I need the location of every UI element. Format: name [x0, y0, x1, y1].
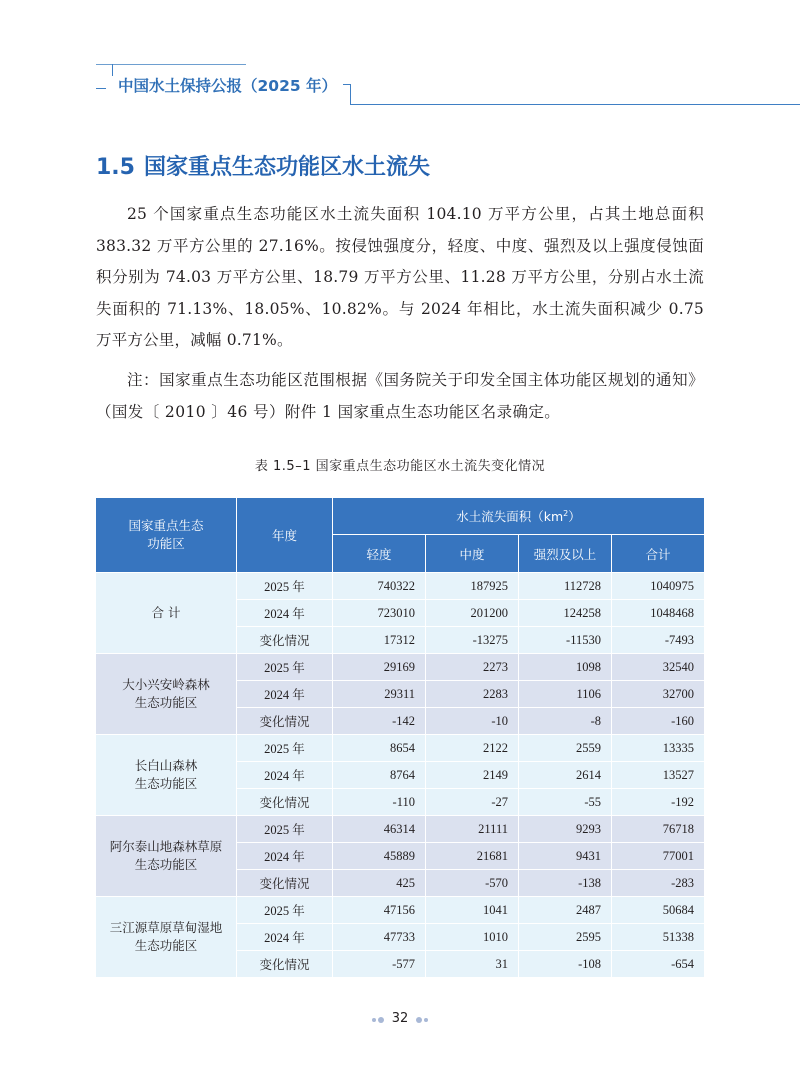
value-cell: 47733	[333, 924, 426, 951]
year-cell: 变化情况	[237, 708, 333, 735]
table-header	[96, 498, 705, 573]
value-cell: -654	[612, 951, 705, 978]
region-name	[96, 897, 237, 978]
value-cell: 1098	[519, 654, 612, 681]
area-unit-superscript: 2	[563, 508, 569, 518]
value-cell: 2559	[519, 735, 612, 762]
region-name-line: 合 计	[151, 605, 181, 620]
header-bracket-line	[343, 84, 351, 105]
region-name-line: 长白山森林	[134, 758, 198, 773]
value-cell: 740322	[333, 573, 426, 600]
table-row	[96, 735, 705, 762]
region-name	[96, 654, 237, 735]
year-cell: 2025 年	[237, 735, 333, 762]
value-cell: 17312	[333, 627, 426, 654]
value-cell: 201200	[426, 600, 519, 627]
table-row	[96, 573, 705, 600]
value-cell: 1040975	[612, 573, 705, 600]
running-header-title: 中国水土保持公报（2025 年）	[118, 77, 338, 95]
year-cell: 变化情况	[237, 951, 333, 978]
value-cell: 29311	[333, 681, 426, 708]
value-cell: -570	[426, 870, 519, 897]
value-cell: -10	[426, 708, 519, 735]
region-name-line: 阿尔泰山地森林草原	[109, 839, 223, 854]
page-number: 32	[391, 1011, 409, 1026]
region-name	[96, 573, 237, 654]
value-cell: -160	[612, 708, 705, 735]
section-heading	[96, 150, 430, 181]
table-caption: 表 1.5–1 国家重点生态功能区水土流失变化情况	[254, 459, 546, 474]
erosion-table	[95, 497, 705, 978]
value-cell: 50684	[612, 897, 705, 924]
value-cell: 2122	[426, 735, 519, 762]
value-cell: -27	[426, 789, 519, 816]
area-header-label: 水土流失面积（km	[456, 509, 564, 524]
year-cell: 2024 年	[237, 843, 333, 870]
region-name-line: 生态功能区	[134, 938, 198, 953]
area-group-header	[333, 498, 705, 535]
value-cell: 31	[426, 951, 519, 978]
region-name-line: 三江源草原草甸湿地	[109, 920, 223, 935]
value-cell: 45889	[333, 843, 426, 870]
value-cell: -13275	[426, 627, 519, 654]
value-cell: 9431	[519, 843, 612, 870]
value-cell: 13527	[612, 762, 705, 789]
value-cell: 21111	[426, 816, 519, 843]
table-row	[96, 816, 705, 843]
value-cell: 51338	[612, 924, 705, 951]
region-name-line: 生态功能区	[134, 695, 198, 710]
value-cell: 32700	[612, 681, 705, 708]
year-cell: 变化情况	[237, 789, 333, 816]
value-cell: 1106	[519, 681, 612, 708]
value-cell: 21681	[426, 843, 519, 870]
col-header-severe: 强烈及以上	[519, 535, 612, 573]
table-row	[96, 654, 705, 681]
value-cell: 2283	[426, 681, 519, 708]
year-cell: 2025 年	[237, 573, 333, 600]
table-group	[96, 735, 705, 816]
region-name-line: 生态功能区	[134, 857, 198, 872]
section-number: 1.5	[96, 155, 135, 180]
value-cell: -283	[612, 870, 705, 897]
value-cell: 187925	[426, 573, 519, 600]
value-cell: 723010	[333, 600, 426, 627]
region-name	[96, 735, 237, 816]
year-cell: 变化情况	[237, 627, 333, 654]
value-cell: 425	[333, 870, 426, 897]
value-cell: -55	[519, 789, 612, 816]
value-cell: 8654	[333, 735, 426, 762]
value-cell: -7493	[612, 627, 705, 654]
value-cell: -108	[519, 951, 612, 978]
table-row	[96, 897, 705, 924]
value-cell: 2614	[519, 762, 612, 789]
col-header-total: 合计	[612, 535, 705, 573]
body-paragraph: 25 个国家重点生态功能区水土流失面积 104.10 万平方公里，占其土地总面积 383.32 万平方公里的 27.16%。按侵蚀强度分，轻度、中度、强烈及以上强度侵蚀面积分别为 74.03 万平方公里、18.79 万平方公里、11.28 万平方公里，分别占水土流失面积的 71.13%、18.05%、10.82%。与 2024 年相比，水土流失面积减少 0.75 万平方公里，减幅 0.71%。	[96, 205, 704, 349]
note-paragraph: 注：国家重点生态功能区范围根据《国务院关于印发全国主体功能区规划的通知》（国发〔 2010 〕46 号）附件 1 国家重点生态功能区名录确定。	[96, 371, 704, 421]
area-header-close: ）	[568, 509, 581, 524]
value-cell: -142	[333, 708, 426, 735]
value-cell: 29169	[333, 654, 426, 681]
value-cell: 8764	[333, 762, 426, 789]
col-header-mild: 轻度	[333, 535, 426, 573]
header-right-line	[350, 104, 800, 105]
value-cell: 76718	[612, 816, 705, 843]
region-name	[96, 816, 237, 897]
year-cell: 2024 年	[237, 600, 333, 627]
value-cell: -8	[519, 708, 612, 735]
value-cell: -138	[519, 870, 612, 897]
year-cell: 2025 年	[237, 816, 333, 843]
year-cell: 2025 年	[237, 654, 333, 681]
value-cell: 2595	[519, 924, 612, 951]
value-cell: 9293	[519, 816, 612, 843]
value-cell: 112728	[519, 573, 612, 600]
region-header-line2: 功能区	[147, 536, 185, 551]
year-cell: 2024 年	[237, 924, 333, 951]
value-cell: 13335	[612, 735, 705, 762]
value-cell: -192	[612, 789, 705, 816]
col-header-moderate: 中度	[426, 535, 519, 573]
header-top-line	[96, 64, 246, 65]
value-cell: 1041	[426, 897, 519, 924]
value-cell: 46314	[333, 816, 426, 843]
header-left-dash	[96, 88, 106, 89]
value-cell: 2149	[426, 762, 519, 789]
value-cell: 2273	[426, 654, 519, 681]
value-cell: 2487	[519, 897, 612, 924]
value-cell: -11530	[519, 627, 612, 654]
value-cell: -110	[333, 789, 426, 816]
value-cell: 124258	[519, 600, 612, 627]
value-cell: 1048468	[612, 600, 705, 627]
table-group	[96, 573, 705, 654]
table-group	[96, 897, 705, 978]
value-cell: 77001	[612, 843, 705, 870]
value-cell: 32540	[612, 654, 705, 681]
page-dot-decoration	[416, 1017, 422, 1023]
region-name-line: 生态功能区	[134, 776, 198, 791]
year-column-header: 年度	[237, 498, 333, 573]
value-cell: -577	[333, 951, 426, 978]
year-cell: 2024 年	[237, 681, 333, 708]
region-name-line: 大小兴安岭森林	[122, 677, 210, 692]
section-title: 国家重点生态功能区水土流失	[143, 155, 430, 180]
year-cell: 2024 年	[237, 762, 333, 789]
header-left-tick	[112, 64, 113, 76]
page-dot-decoration	[424, 1018, 428, 1022]
table-group	[96, 654, 705, 735]
region-column-header	[96, 498, 237, 573]
year-cell: 2025 年	[237, 897, 333, 924]
year-cell: 变化情况	[237, 870, 333, 897]
region-header-line1: 国家重点生态	[128, 518, 204, 533]
value-cell: 1010	[426, 924, 519, 951]
table-group	[96, 816, 705, 897]
value-cell: 47156	[333, 897, 426, 924]
